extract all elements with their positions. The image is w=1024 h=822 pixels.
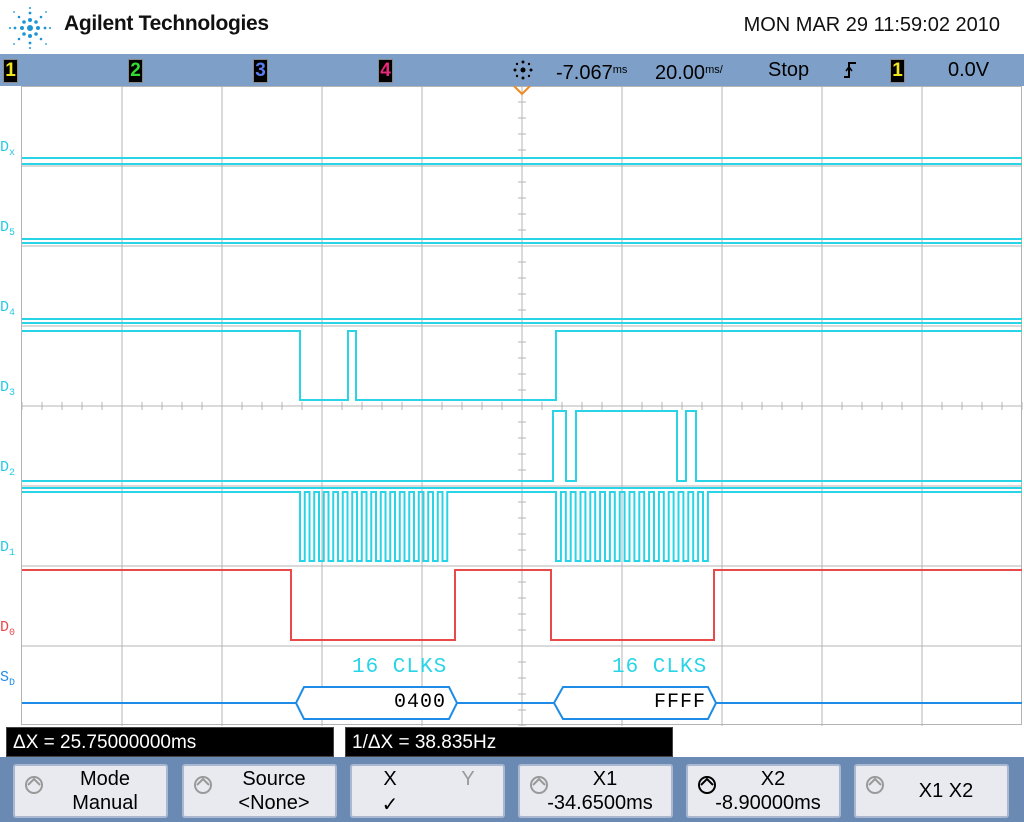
mode-value: Manual — [72, 792, 138, 814]
mode-softkey[interactable] — [13, 764, 168, 818]
bus-value-right: FFFF — [653, 691, 706, 714]
channel-2-indicator[interactable]: 2 — [128, 59, 143, 83]
xy-softkey[interactable] — [350, 764, 505, 818]
waveform-display[interactable] — [0, 86, 1024, 726]
header — [0, 0, 1024, 54]
run-state[interactable]: Stop — [768, 59, 810, 81]
delay-readout[interactable] — [556, 57, 627, 86]
mode-label: Mode — [79, 768, 131, 790]
bus-value-left: 0400 — [393, 691, 446, 714]
timebase-readout[interactable] — [655, 57, 723, 86]
datetime: MON MAR 29 11:59:02 2010 — [743, 14, 1000, 36]
channel-1-indicator[interactable]: 1 — [3, 59, 18, 83]
channel-4-indicator[interactable]: 4 — [378, 59, 393, 83]
rising-edge-icon — [842, 60, 858, 80]
clks-label-left: 16 CLKS — [352, 656, 448, 679]
delta-x-readout: ΔX = 25.75000000ms — [6, 727, 334, 757]
entry-knob-icon — [864, 774, 886, 796]
clks-label-right: 16 CLKS — [612, 656, 708, 679]
channel-label-dx: $D_x$ — [0, 139, 16, 159]
source-softkey[interactable] — [182, 764, 337, 818]
agilent-logo-icon — [8, 6, 52, 50]
x2-value: -8.90000ms — [715, 792, 821, 814]
delay-unit: ms — [612, 64, 628, 76]
trigger-source-indicator[interactable]: 1 — [890, 59, 905, 83]
timebase-unit: ms/ — [705, 64, 723, 76]
channel-label-d3: $D_3$ — [0, 379, 16, 399]
channel-label-d2: $D_2$ — [0, 459, 16, 479]
x1-softkey[interactable] — [518, 764, 673, 818]
source-label: Source — [242, 768, 306, 790]
channel-label-d0: $D_0$ — [0, 619, 16, 639]
source-value: <None> — [238, 792, 310, 814]
x-label: X — [383, 768, 397, 790]
waveform-graticule — [0, 86, 1024, 726]
horizontal-delay-icon — [510, 58, 536, 82]
channel-label-d4: $D_4$ — [0, 299, 16, 319]
x-selected-check-icon: ✓ — [381, 794, 399, 816]
x2-label: X2 — [760, 768, 786, 790]
x1-value: -34.6500ms — [547, 792, 653, 814]
delay-value: -7.067 — [556, 62, 613, 84]
entry-knob-icon — [192, 774, 214, 796]
channel-3-indicator[interactable]: 3 — [253, 59, 268, 83]
channel-label-sd: $S_D$ — [0, 669, 16, 689]
entry-knob-icon — [23, 774, 45, 796]
x1x2-label: X1 X2 — [918, 780, 974, 802]
status-bar — [0, 54, 1024, 86]
timebase-value: 20.00 — [655, 62, 706, 84]
channel-label-d1: $D_1$ — [0, 539, 16, 559]
y-label: Y — [461, 768, 475, 790]
channel-label-d5: $D_5$ — [0, 219, 16, 239]
brand-name: Agilent Technologies — [64, 12, 269, 35]
trigger-level[interactable]: 0.0V — [948, 59, 990, 81]
x1x2-softkey[interactable] — [854, 764, 1009, 818]
x1-label: X1 — [592, 768, 618, 790]
x2-softkey[interactable] — [686, 764, 841, 818]
inverse-delta-x-readout: 1/ΔX = 38.835Hz — [345, 727, 673, 757]
